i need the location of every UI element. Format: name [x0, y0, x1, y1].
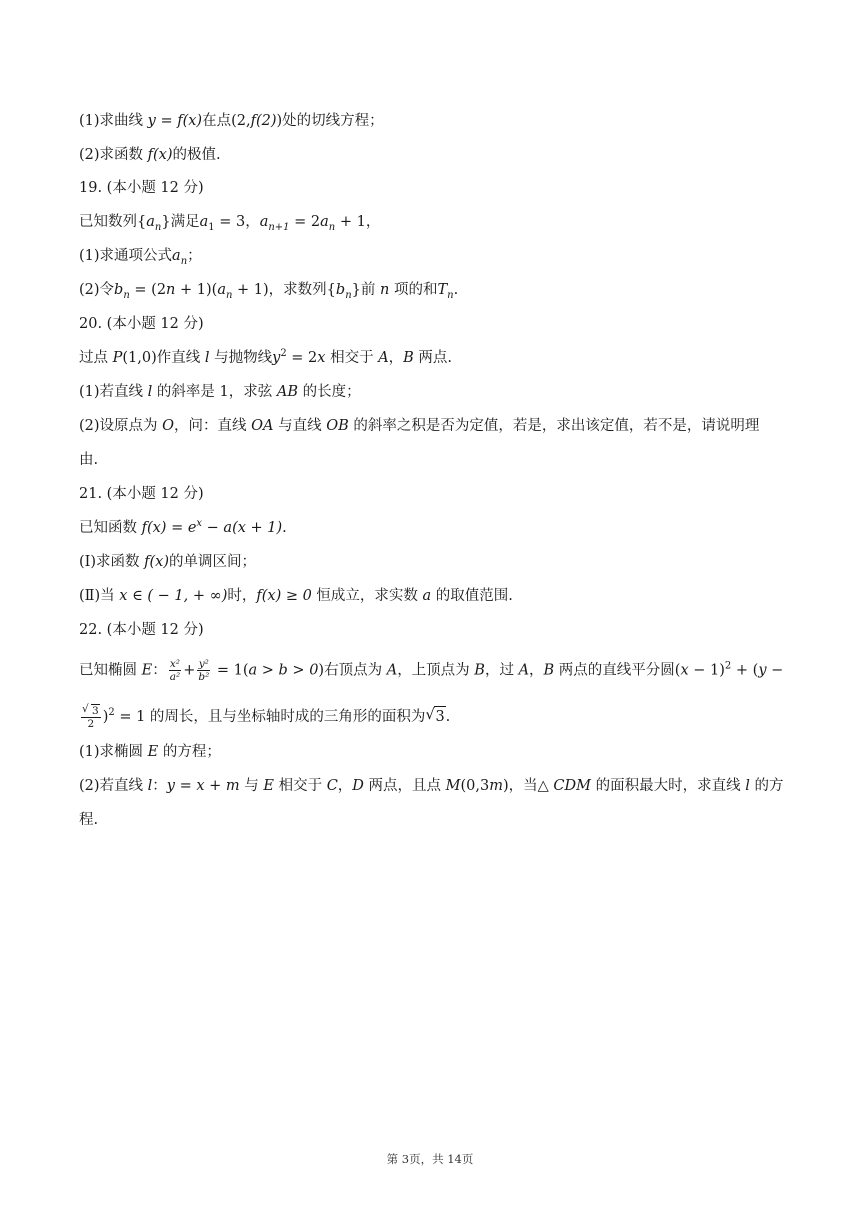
- math: a: [259, 214, 269, 230]
- math: l: [147, 778, 153, 794]
- fraction-x2-over-a2: $\frac{\text{x²}}{\text{a²}}$: [169, 658, 181, 683]
- math: b: [114, 282, 124, 298]
- text: ，: [388, 350, 404, 366]
- math-sup: 2: [724, 660, 732, 672]
- math: E: [147, 744, 159, 760]
- text: }前: [351, 282, 380, 298]
- math-sub: n: [154, 221, 162, 233]
- math: E: [141, 662, 153, 679]
- text: (1)若直线: [79, 384, 148, 400]
- math: A: [378, 350, 389, 366]
- q22-part1: [79, 742, 781, 762]
- math: a: [217, 282, 226, 298]
- text: 的方: [749, 778, 784, 794]
- math: f(2): [250, 113, 277, 129]
- question-19-header: 19. (本小题 12 分): [79, 180, 204, 196]
- text: 恒成立，求实数: [311, 588, 423, 604]
- math: x: [680, 662, 689, 679]
- math: y = f(x): [147, 113, 203, 129]
- math-sub: n+1: [268, 221, 290, 233]
- q21-part2: [79, 586, 781, 606]
- text: + 1)，求数列{: [232, 282, 336, 298]
- math: OA: [251, 418, 274, 434]
- text: = (2: [129, 282, 167, 298]
- math: n: [380, 282, 390, 298]
- text: 项的和: [389, 282, 438, 298]
- math: x ∈ ( − 1, + ∞): [119, 588, 228, 604]
- text: 过点: [79, 350, 113, 366]
- text: ): [102, 709, 109, 725]
- text: .: [445, 709, 451, 725]
- math-sub: n: [180, 255, 188, 267]
- text: 的长度；: [298, 384, 361, 400]
- math: E: [263, 778, 274, 794]
- math-sup: x: [196, 518, 203, 530]
- math-sub: n: [328, 221, 336, 233]
- math: f(x) = e: [141, 520, 197, 536]
- math: y = x + m: [166, 778, 240, 794]
- math: a: [146, 214, 155, 230]
- text: (1)求通项公式: [79, 248, 173, 264]
- math: a: [320, 214, 329, 230]
- text: 时，: [227, 588, 257, 604]
- text: .: [453, 282, 459, 298]
- text: ，问：直线: [174, 418, 252, 434]
- text: (1,0)作直线: [122, 350, 205, 366]
- text: ，: [337, 778, 353, 794]
- text: .: [282, 520, 287, 536]
- text: 与直线: [273, 418, 327, 434]
- text: 与: [239, 778, 264, 794]
- math: f(x): [147, 147, 173, 163]
- q22-stem: [79, 658, 784, 683]
- math: A: [518, 662, 530, 679]
- fraction-sqrt3-over-2: √ $\frac{3}{2}$: [81, 704, 101, 730]
- math: B: [403, 350, 414, 366]
- math: l: [147, 384, 153, 400]
- math-sub: n: [447, 289, 454, 301]
- math-sup: 2: [108, 707, 115, 719]
- text: = 1(: [212, 662, 249, 679]
- q20-part2: [79, 416, 781, 436]
- text: ，: [529, 662, 544, 679]
- text: 两点的直线平分圆(: [554, 662, 681, 679]
- text: +: [183, 662, 196, 679]
- q19-part2: [79, 280, 781, 300]
- math: f(x): [144, 554, 170, 570]
- text: )处的切线方程；: [276, 113, 384, 129]
- text: (Ⅱ)当: [79, 588, 120, 604]
- math: m: [489, 778, 503, 794]
- text: −: [766, 662, 784, 679]
- text: )右顶点为: [318, 662, 387, 679]
- question-20-header: 20. (本小题 12 分): [79, 316, 204, 332]
- math: B: [543, 662, 555, 679]
- math: a: [172, 248, 181, 264]
- math: M: [445, 778, 461, 794]
- q22-stem-continued: [79, 704, 781, 730]
- text: 相交于: [273, 778, 327, 794]
- math-sub: n: [345, 289, 352, 301]
- text: 已知数列{: [79, 214, 147, 230]
- text: (0,3: [460, 778, 490, 794]
- math: a > b > 0: [248, 662, 319, 679]
- text: 相交于: [325, 350, 379, 366]
- text: = 2: [289, 214, 321, 230]
- text: 已知函数: [79, 520, 142, 536]
- q20-stem: [79, 348, 781, 368]
- sqrt-symbol: √ 3: [82, 704, 100, 717]
- math: P: [112, 350, 123, 366]
- text: (1)求曲线: [79, 113, 148, 129]
- text: ，过: [484, 662, 519, 679]
- text: + 1)(: [175, 282, 218, 298]
- math-sup: 2: [280, 348, 287, 360]
- math: O: [162, 418, 175, 434]
- q18-part1: [79, 111, 781, 131]
- q22-part2-continued: 程.: [79, 812, 99, 828]
- text: (2)若直线: [79, 778, 148, 794]
- text: 的极值.: [172, 147, 221, 163]
- fraction-y2-over-b2: $\frac{\text{y²}}{\text{b²}}$: [198, 658, 210, 683]
- question-21-header: 21. (本小题 12 分): [79, 486, 204, 502]
- text: + (: [731, 662, 759, 679]
- q18-part2: [79, 145, 781, 165]
- math: l: [204, 350, 210, 366]
- text: 的方程；: [158, 744, 221, 760]
- text: = 1 的周长，且与坐标轴时成的三角形的面积为: [114, 709, 426, 725]
- text: 两点，且点: [363, 778, 446, 794]
- text: 两点.: [413, 350, 453, 366]
- math: − a(x + 1): [202, 520, 283, 536]
- q20-part1: [79, 382, 781, 402]
- text: 的斜率之积是否为定值，若是，求出该定值，若不是，请说明理: [348, 418, 760, 434]
- math-sub: n: [123, 289, 130, 301]
- text: 的面积最大时，求直线: [590, 778, 746, 794]
- math-sub: n: [225, 289, 233, 301]
- text: }满足: [161, 214, 200, 230]
- text: + 1，: [335, 214, 381, 230]
- text: = 2: [286, 350, 318, 366]
- text: 的单调区间；: [169, 554, 257, 570]
- math: f(x) ≥ 0: [256, 588, 312, 604]
- text: 与抛物线: [209, 350, 273, 366]
- math: y: [272, 350, 281, 366]
- math: x: [317, 350, 326, 366]
- q19-part1: [79, 246, 781, 266]
- math: C: [326, 778, 338, 794]
- text: (1)求椭圆: [79, 744, 148, 760]
- text: ；: [187, 248, 202, 264]
- q21-stem: [79, 518, 781, 538]
- sqrt-symbol: √ 3: [425, 706, 445, 727]
- text: 在点(2,: [202, 113, 251, 129]
- text: 已知椭圆: [79, 662, 142, 679]
- text: (2)设原点为: [79, 418, 163, 434]
- math: D: [352, 778, 364, 794]
- text: 的斜率是 1，求弦: [152, 384, 277, 400]
- math: AB: [276, 384, 298, 400]
- text: ：: [152, 778, 167, 794]
- math: b: [335, 282, 346, 298]
- math: CDM: [553, 778, 591, 794]
- q21-part1: [79, 552, 781, 572]
- math: a: [199, 214, 209, 230]
- math: l: [745, 778, 750, 794]
- text: − 1): [688, 662, 725, 679]
- text: 的取值范围.: [431, 588, 513, 604]
- q20-part2-continued: 由.: [79, 452, 99, 468]
- math: A: [386, 662, 398, 679]
- math: y: [758, 662, 767, 679]
- q22-part2: [79, 776, 784, 796]
- math: a: [422, 588, 432, 604]
- text: (2)求函数: [79, 147, 148, 163]
- page-footer: 第 3页，共 14页: [386, 1152, 474, 1166]
- text: ：: [152, 662, 167, 679]
- text: (2)令: [79, 282, 115, 298]
- math: OB: [326, 418, 349, 434]
- text: ，上顶点为: [397, 662, 475, 679]
- math: n: [166, 282, 176, 298]
- math-sub: 1: [208, 221, 215, 233]
- question-22-header: 22. (本小题 12 分): [79, 622, 204, 638]
- text: (Ⅰ)求函数: [79, 554, 145, 570]
- text: )，当△: [502, 778, 554, 794]
- math: B: [474, 662, 485, 679]
- math: T: [437, 282, 448, 298]
- text: = 3，: [214, 214, 260, 230]
- q19-stem: [79, 212, 781, 232]
